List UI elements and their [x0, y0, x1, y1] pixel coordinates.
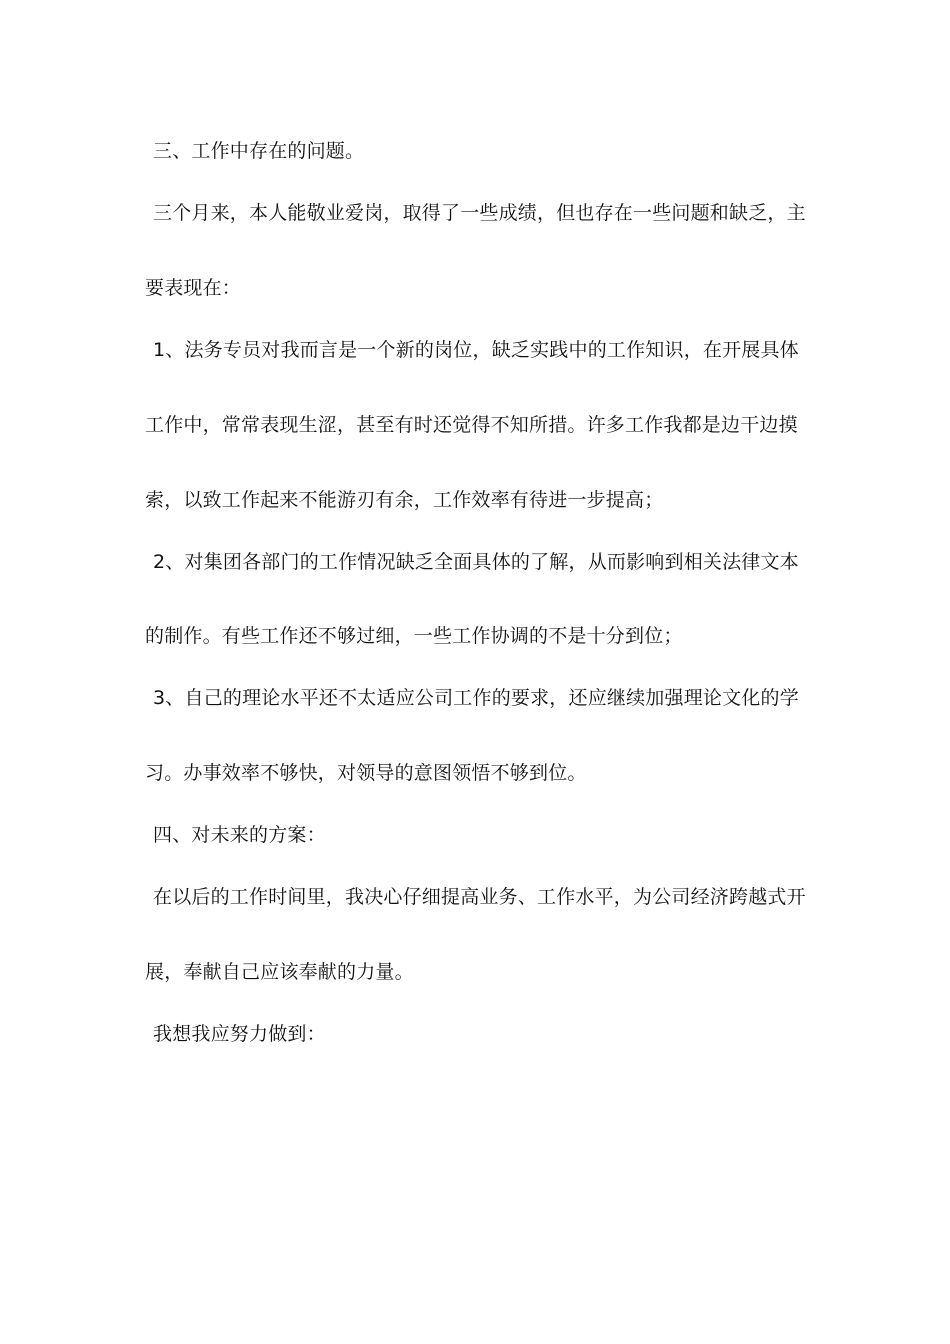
paragraph-line: 三个月来，本人能敬业爱岗，取得了一些成绩，但也存在一些问题和缺乏，主 — [153, 202, 806, 224]
paragraph-line: 在以后的工作时间里，我决心仔细提高业务、工作水平，为公司经济跨越式开 — [153, 886, 806, 908]
list-item-1-line: 1、法务专员对我而言是一个新的岗位，缺乏实践中的工作知识，在开展具体 — [153, 339, 799, 361]
list-item-3-line: 3、自己的理论水平还不太适应公司工作的要求，还应继续加强理论文化的学 — [153, 687, 799, 709]
list-item-2-line: 2、对集团各部门的工作情况缺乏全面具体的了解，从而影响到相关法律文本 — [153, 551, 799, 573]
list-item-2-line: 的制作。有些工作还不够过细，一些工作协调的不是十分到位； — [145, 625, 683, 647]
section-heading-problems: 三、工作中存在的问题。 — [153, 140, 365, 162]
list-item-1-line: 索，以致工作起来不能游刃有余，工作效率有待进一步提高； — [145, 489, 664, 511]
paragraph-line: 要表现在： — [145, 277, 242, 299]
list-item-3-line: 习。办事效率不够快，对领导的意图领悟不够到位。 — [145, 762, 587, 784]
paragraph-line: 我想我应努力做到： — [153, 1023, 326, 1045]
list-item-1-line: 工作中，常常表现生涩，甚至有时还觉得不知所措。许多工作我都是边干边摸 — [145, 414, 798, 436]
paragraph-line: 展，奉献自己应该奉献的力量。 — [145, 961, 414, 983]
section-heading-future-plan: 四、对未来的方案： — [153, 824, 326, 846]
